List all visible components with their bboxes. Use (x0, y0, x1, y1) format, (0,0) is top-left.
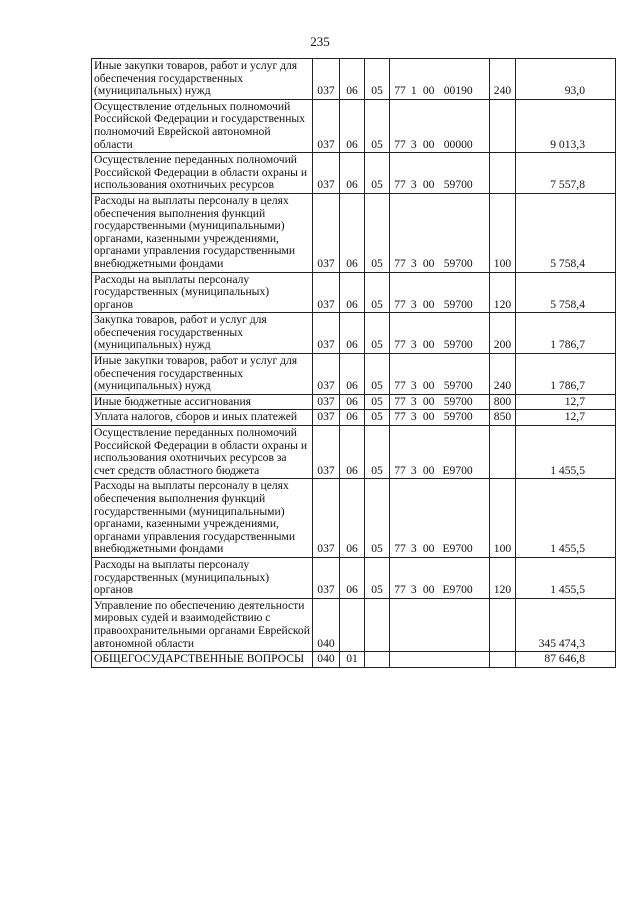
target-code-part: 59700 (443, 410, 473, 424)
target-article-code (390, 313, 490, 354)
expense-type-code: 200 (490, 313, 516, 354)
target-code-part: 00 (422, 137, 435, 151)
subsection-code: 05 (365, 59, 390, 100)
row-name: Уплата налогов, сборов и иных платежей (92, 410, 313, 426)
ved-code: 037 (313, 479, 340, 558)
page-number: 235 (310, 34, 330, 49)
target-code-part: 3 (410, 379, 417, 393)
target-code-part: E9700 (442, 463, 473, 477)
section-code: 01 (340, 652, 365, 668)
ved-code: 040 (313, 598, 340, 651)
target-article-code (390, 652, 490, 668)
expense-type-code (490, 598, 516, 651)
amount: 93,0 (516, 59, 616, 100)
table-row (92, 479, 616, 558)
amount: 345 474,3 (516, 598, 616, 651)
target-code-part: 77 (394, 84, 406, 98)
target-article-code (390, 153, 490, 194)
target-code-part: 59700 (443, 379, 473, 393)
target-code-part: 00190 (443, 84, 473, 98)
table-row (92, 313, 616, 354)
target-article-code (390, 99, 490, 152)
row-name: Осуществление отдельных полномочий Российской Федерации и государственных полномочий Еврейской автономной области (92, 99, 313, 152)
expense-type-code: 120 (490, 272, 516, 313)
target-code-part: 77 (394, 256, 406, 270)
table-row (92, 99, 616, 152)
ved-code: 037 (313, 557, 340, 598)
target-code-part: 00 (422, 379, 435, 393)
subsection-code: 05 (365, 426, 390, 479)
expense-type-code: 100 (490, 193, 516, 272)
amount: 7 557,8 (516, 153, 616, 194)
target-code-part: 3 (410, 583, 417, 597)
amount: 87 646,8 (516, 652, 616, 668)
target-code-part: 3 (410, 338, 417, 352)
section-code: 06 (340, 354, 365, 395)
target-article-code (390, 59, 490, 100)
target-code-part: 77 (394, 410, 406, 424)
row-name: Расходы на выплаты персоналу государственных (муниципальных) органов (92, 557, 313, 598)
row-name: Иные бюджетные ассигнования (92, 394, 313, 410)
row-name: Осуществление переданных полномочий Российской Федерации в области охраны и использования охотничьих ресурсов за счет средств областного бюджета (92, 426, 313, 479)
subsection-code: 05 (365, 99, 390, 152)
table-row (92, 394, 616, 410)
subsection-code (365, 598, 390, 651)
expense-type-code: 240 (490, 354, 516, 395)
table-row (92, 652, 616, 668)
expense-type-code: 100 (490, 479, 516, 558)
table-row (92, 598, 616, 651)
target-code-part: 3 (410, 137, 417, 151)
target-code-part: E9700 (442, 542, 473, 556)
target-article-code (390, 354, 490, 395)
target-code-part: 00 (422, 297, 435, 311)
subsection-code: 05 (365, 354, 390, 395)
expense-type-code: 800 (490, 394, 516, 410)
ved-code: 040 (313, 652, 340, 668)
subsection-code: 05 (365, 153, 390, 194)
target-code-part: 77 (394, 463, 406, 477)
amount: 1 455,5 (516, 557, 616, 598)
table-row (92, 354, 616, 395)
expense-type-code (490, 153, 516, 194)
table-row (92, 557, 616, 598)
section-code: 06 (340, 193, 365, 272)
target-code-part: 00 (422, 463, 435, 477)
target-code-part: 77 (394, 542, 406, 556)
target-code-part: 3 (410, 178, 417, 192)
expense-type-code: 850 (490, 410, 516, 426)
target-code-part: 77 (394, 379, 406, 393)
table-row (92, 153, 616, 194)
section-code: 06 (340, 479, 365, 558)
section-code: 06 (340, 272, 365, 313)
row-name: Иные закупки товаров, работ и услуг для обеспечения государственных (муниципальных) нужд (92, 59, 313, 100)
target-code-part: 00 (422, 338, 435, 352)
target-code-part: 59700 (443, 394, 473, 408)
amount: 1 786,7 (516, 354, 616, 395)
ved-code: 037 (313, 426, 340, 479)
row-name: Расходы на выплаты персоналу в целях обеспечения выполнения функций государственными (муниципальными) органами, казенными учреждениями, органами управления государственными внебюджетными фондами (92, 193, 313, 272)
target-code-part: 00 (422, 394, 435, 408)
target-article-code (390, 410, 490, 426)
section-code: 06 (340, 426, 365, 479)
ved-code: 037 (313, 193, 340, 272)
subsection-code: 05 (365, 557, 390, 598)
target-code-part: 00 (422, 583, 435, 597)
row-name: Закупка товаров, работ и услуг для обеспечения государственных (муниципальных) нужд (92, 313, 313, 354)
expense-type-code (490, 652, 516, 668)
section-code: 06 (340, 394, 365, 410)
target-code-part: 3 (410, 463, 417, 477)
target-code-part: 00 (422, 542, 435, 556)
amount: 5 758,4 (516, 272, 616, 313)
table-row (92, 59, 616, 100)
target-code-part: 59700 (443, 256, 473, 270)
target-code-part: 59700 (443, 338, 473, 352)
subsection-code: 05 (365, 394, 390, 410)
target-code-part: 3 (410, 256, 417, 270)
target-code-part: 00 (422, 256, 435, 270)
subsection-code: 05 (365, 272, 390, 313)
subsection-code: 05 (365, 479, 390, 558)
target-article-code (390, 426, 490, 479)
ved-code: 037 (313, 59, 340, 100)
expense-type-code (490, 426, 516, 479)
table-row (92, 426, 616, 479)
section-code: 06 (340, 557, 365, 598)
section-code: 06 (340, 59, 365, 100)
target-article-code (390, 193, 490, 272)
target-article-code (390, 479, 490, 558)
row-name: Управление по обеспечению деятельности мировых судей и взаимодействию с правоохранительными органами Еврейской автономной области (92, 598, 313, 651)
row-name: Осуществление переданных полномочий Российской Федерации в области охраны и использования охотничьих ресурсов (92, 153, 313, 194)
target-code-part: E9700 (442, 583, 473, 597)
target-code-part: 77 (394, 137, 406, 151)
target-code-part: 59700 (443, 178, 473, 192)
subsection-code: 05 (365, 193, 390, 272)
expense-type-code: 120 (490, 557, 516, 598)
section-code: 06 (340, 410, 365, 426)
expense-type-code (490, 99, 516, 152)
target-code-part: 3 (410, 542, 417, 556)
target-code-part: 00000 (443, 137, 473, 151)
ved-code: 037 (313, 354, 340, 395)
target-code-part: 77 (394, 394, 406, 408)
amount: 12,7 (516, 394, 616, 410)
subsection-code: 05 (365, 410, 390, 426)
target-code-part: 00 (422, 410, 435, 424)
table-row (92, 272, 616, 313)
table-row (92, 193, 616, 272)
target-code-part: 00 (422, 84, 435, 98)
target-code-part: 77 (394, 338, 406, 352)
target-code-part: 77 (394, 297, 406, 311)
row-name: Иные закупки товаров, работ и услуг для обеспечения государственных (муниципальных) нужд (92, 354, 313, 395)
row-name: ОБЩЕГОСУДАРСТВЕННЫЕ ВОПРОСЫ (92, 652, 313, 668)
budget-table (91, 58, 616, 668)
ved-code: 037 (313, 313, 340, 354)
target-code-part: 3 (410, 394, 417, 408)
amount: 1 786,7 (516, 313, 616, 354)
table-row (92, 410, 616, 426)
row-name: Расходы на выплаты персоналу государственных (муниципальных) органов (92, 272, 313, 313)
target-code-part: 77 (394, 583, 406, 597)
amount: 1 455,5 (516, 479, 616, 558)
target-article-code (390, 598, 490, 651)
target-code-part: 3 (410, 297, 417, 311)
ved-code: 037 (313, 394, 340, 410)
subsection-code (365, 652, 390, 668)
target-article-code (390, 272, 490, 313)
amount: 1 455,5 (516, 426, 616, 479)
amount: 9 013,3 (516, 99, 616, 152)
expense-type-code: 240 (490, 59, 516, 100)
section-code (340, 598, 365, 651)
target-code-part: 77 (394, 178, 406, 192)
ved-code: 037 (313, 153, 340, 194)
section-code: 06 (340, 313, 365, 354)
ved-code: 037 (313, 272, 340, 313)
target-code-part: 3 (410, 410, 417, 424)
amount: 12,7 (516, 410, 616, 426)
amount: 5 758,4 (516, 193, 616, 272)
target-code-part: 1 (410, 84, 417, 98)
section-code: 06 (340, 153, 365, 194)
ved-code: 037 (313, 410, 340, 426)
ved-code: 037 (313, 99, 340, 152)
section-code: 06 (340, 99, 365, 152)
subsection-code: 05 (365, 313, 390, 354)
target-code-part: 00 (422, 178, 435, 192)
target-article-code (390, 394, 490, 410)
row-name: Расходы на выплаты персоналу в целях обеспечения выполнения функций государственными (муниципальными) органами, казенными учреждениями, органами управления государственными внебюджетными фондами (92, 479, 313, 558)
target-code-part: 59700 (443, 297, 473, 311)
target-article-code (390, 557, 490, 598)
